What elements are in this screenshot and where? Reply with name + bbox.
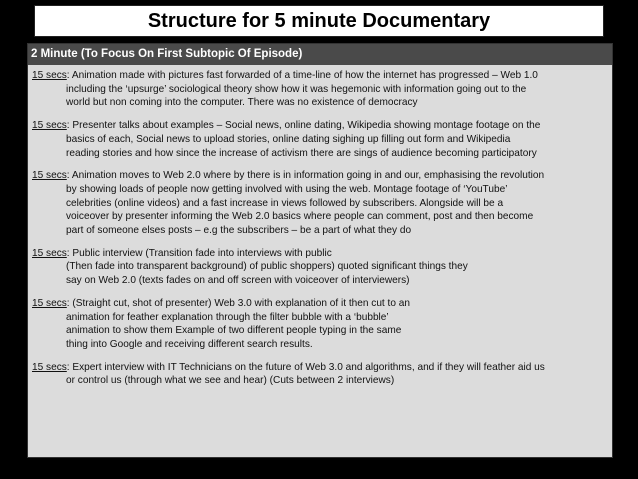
section-header: 2 Minute (To Focus On First Subtopic Of Episode) [28,44,612,65]
entry-text: : Animation moves to Web 2.0 where by there is in information going in and our, emphasising the revolution [66,170,545,182]
entry-line [32,169,606,183]
entry-text: : Public interview (Transition fade into interviews with public [66,247,332,259]
entry-line: (Then fade into transparent background) of public shoppers) quoted significant things they [66,261,468,273]
timeline-entry [32,247,606,288]
entry-duration-label: 15 secs [32,297,67,309]
entry-duration-label: 15 secs [32,120,67,132]
entry-line [32,69,606,83]
entry-line: reading stories and how since the increase of activism there are sings of audience becoming participatory [66,147,537,159]
entry-line [32,297,606,311]
entry-line: animation for feather explanation through the filter bubble with a ‘bubble’ [66,311,389,323]
entry-line: voiceover by presenter informing the Web 2.0 basics where people can comment, post and then become [66,211,534,223]
title-banner [34,5,604,37]
entry-duration-label: 15 secs [32,247,67,259]
entry-line: animation to show them Example of two different people typing in the same [66,325,402,337]
entry-line: or control us (through what we see and hear) (Cuts between 2 interviews) [66,375,395,387]
entry-duration-label: 15 secs [32,170,67,182]
entry-text: : (Straight cut, shot of presenter) Web 3.0 with explanation of it then cut to an [66,297,410,309]
entry-line: part of someone elses posts – e.g the subscribers – be a part of what they do [66,225,412,237]
slide-title: Structure for 5 minute Documentary [147,9,491,32]
entry-line [32,361,606,375]
timeline-entry [32,119,606,160]
content-panel [27,43,613,458]
timeline-entry [32,169,606,238]
timeline-entry [32,361,606,388]
entry-line [32,119,606,133]
entry-duration-label: 15 secs [32,361,67,373]
entry-line: by showing loads of people now getting involved with using the web. Montage footage of ‘YouTube’ [66,183,508,195]
entry-text: : Expert interview with IT Technicians on the future of Web 3.0 and algorithms, and if they will feather aid us [66,361,545,373]
entry-line: celebrities (online videos) and a fast increase in views followed by subscribers. Alongside will be a [66,197,504,209]
timeline-entry [32,69,606,110]
entry-line: including the ‘upsurge’ sociological theory show how it was hegemonic with information going out to the [66,83,527,95]
entry-line: world but non coming into the computer. There was no existence of democracy [66,97,418,109]
entry-text: : Presenter talks about examples – Social news, online dating, Wikipedia showing montage footage on the [66,120,541,132]
entry-line: say on Web 2.0 (texts fades on and off screen with voiceover of interviewers) [66,275,410,287]
entry-line [32,247,606,261]
entry-duration-label: 15 secs [32,70,67,81]
entry-text: : Animation made with pictures fast forwarded of a time-line of how the internet has progressed – Web 1.0 [66,70,538,81]
timeline-entry [32,297,606,352]
entry-line: thing into Google and receiving different search results. [66,338,313,350]
entries-list [28,65,612,388]
entry-line: basics of each, Social news to upload stories, online dating sighing up filling out form and Wikipedia [66,133,511,145]
